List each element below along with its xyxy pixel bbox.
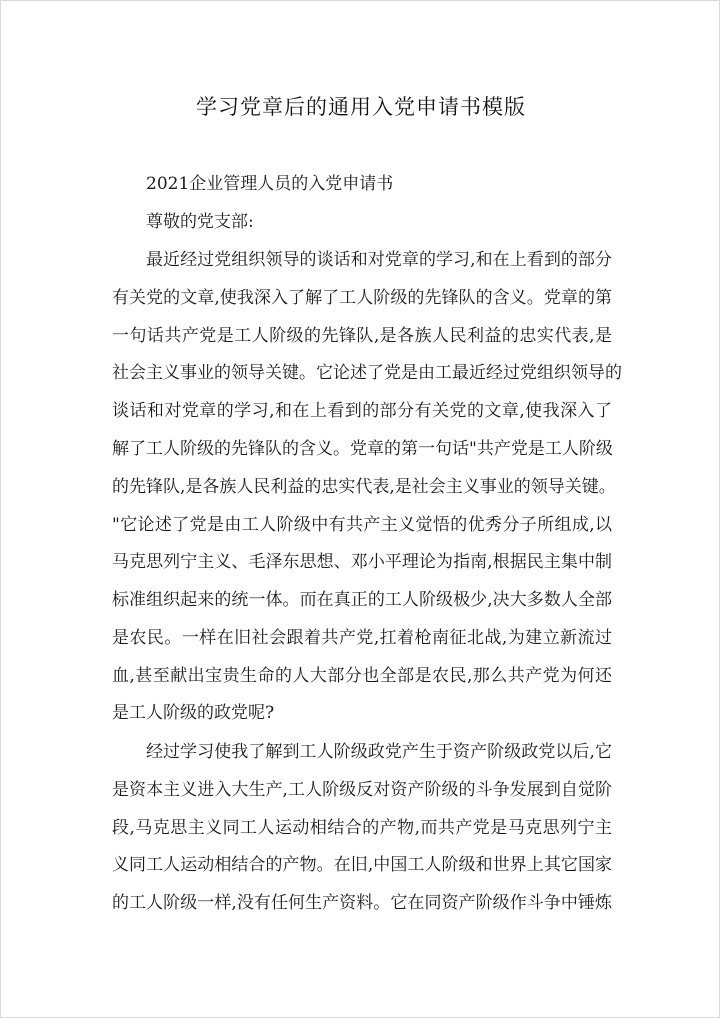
document-subtitle: 2021企业管理人员的入党申请书 — [146, 174, 394, 194]
paragraph-line: 一句话共产党是工人阶级的先锋队,是各族人民利益的忠实代表,是 — [112, 326, 612, 346]
paragraph-line: 的工人阶级一样,没有任何生产资料。它在同资产阶级作斗争中锤炼 — [112, 893, 612, 913]
paragraph-line: 血,甚至献出宝贵生命的人大部分也全部是农民,那么共产党为何还 — [112, 666, 612, 686]
paragraph-line: 是农民。一样在旧社会跟着共产党,扛着枪南征北战,为建立新流过 — [112, 628, 612, 648]
document-title: 学习党章后的通用入党申请书模版 — [196, 95, 526, 119]
paragraph-line: 解了工人阶级的先锋队的含义。党章的第一句话"共产党是工人阶级 — [112, 439, 613, 459]
paragraph-line: 标准组织起来的统一体。而在真正的工人阶级极少,决大多数人全部 — [112, 590, 612, 610]
paragraph-line: 是资本主义进入大生产,工人阶级反对资产阶级的斗争发展到自觉阶 — [112, 780, 612, 800]
paragraph-line: 有关党的文章,使我深入了解了工人阶级的先锋队的含义。党章的第 — [112, 288, 612, 308]
paragraph-line: 的先锋队,是各族人民利益的忠实代表,是社会主义事业的领导关键。 — [112, 477, 616, 497]
paragraph-line: 是工人阶级的政党呢? — [112, 703, 275, 723]
salutation: 尊敬的党支部: — [146, 212, 254, 232]
paragraph-line: 段,马克思主义同工人运动相结合的产物,而共产党是马克思列宁主 — [112, 818, 612, 838]
paragraph-line: "它论述了党是由工人阶级中有共产主义觉悟的优秀分子所组成,以 — [112, 515, 612, 535]
paragraph-line: 义同工人运动相结合的产物。在旧,中国工人阶级和世界上其它国家 — [112, 855, 612, 875]
paragraph-line: 经过学习使我了解到工人阶级政党产生于资产阶级政党以后,它 — [146, 742, 612, 762]
paragraph-line: 社会主义事业的领导关键。它论述了党是由工最近经过党组织领导的 — [112, 363, 622, 383]
paragraph-line: 马克思列宁主义、毛泽东思想、邓小平理论为指南,根据民主集中制 — [112, 552, 612, 572]
paragraph-line: 谈话和对党章的学习,和在上看到的部分有关党的文章,使我深入了 — [112, 401, 612, 421]
paragraph-line: 最近经过党组织领导的谈话和对党章的学习,和在上看到的部分 — [146, 250, 612, 270]
